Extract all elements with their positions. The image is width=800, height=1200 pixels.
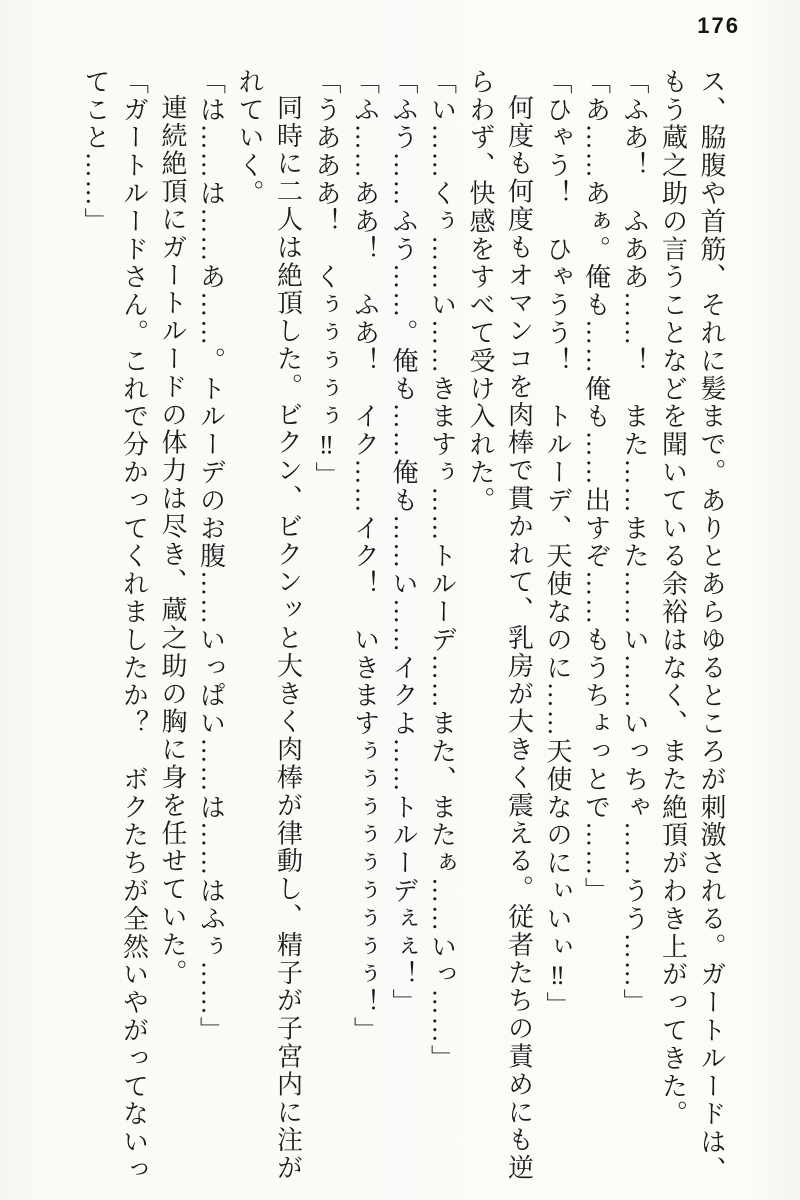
dialogue-line: 「ガートルードさん。これで分かってくれましたか？ ボクたちが全然いやがってないってこと……」 [81, 68, 149, 1184]
dialogue-line: 「ふあ！ ふああ……！ また……また……い……いっちゃ……うう……」 [620, 68, 649, 1017]
narrative-paragraph: ス、脇腹や首筋、それに髪まで。ありとあらゆるところが刺激される。ガートルードは、もう蔵之助の言うことなどを聞いている余裕はなく、また絶頂がわき上がってきた。 [658, 68, 726, 1184]
vertical-text-block [76, 68, 731, 1186]
narrative-paragraph: 同時に二人は絶頂した。ビクン、ビクンッと大きく肉棒が律動し、精子が子宮内に注がれていく。 [235, 68, 303, 1183]
dialogue-line: 「ふう……ふう……。俺も……俺も……い……イクよ……トルーデぇぇ！」 [389, 68, 418, 1017]
narrative-paragraph: 何度も何度もオマンコを肉棒で貫かれて、乳房が大きく震える。従者たちの責めにも逆らわず、快感をすべて受け入れた。 [466, 68, 534, 1183]
dialogue-line: 「ふ……ああ！ ふあ！ イク……イク！ いきますぅぅぅぅぅぅぅぅぅ！」 [350, 68, 380, 1045]
dialogue-line: 「は……は……あ……。トルーデのお腹……いっぱい……は……はふぅ……」 [196, 68, 226, 1045]
dialogue-line: 「い……くぅ……い……きますぅ……トルーデ……また、またぁ……いっ……」 [427, 68, 457, 1073]
narrative-paragraph: 連続絶頂にガートルードの体力は尽き、蔵之助の胸に身を任せていた。 [158, 94, 187, 987]
dialogue-line: 「うあああ！ くぅぅぅぅぅ‼」 [312, 68, 341, 490]
dialogue-line: 「ひゃう！ ひゃうう！ トルーデ、天使なのに……天使なのにぃいぃ‼」 [543, 68, 572, 1020]
dialogue-line: 「あ……あぁ。俺も……俺も……出すぞ……もうちょっとで……」 [581, 68, 611, 905]
page-number: 176 [697, 13, 740, 38]
